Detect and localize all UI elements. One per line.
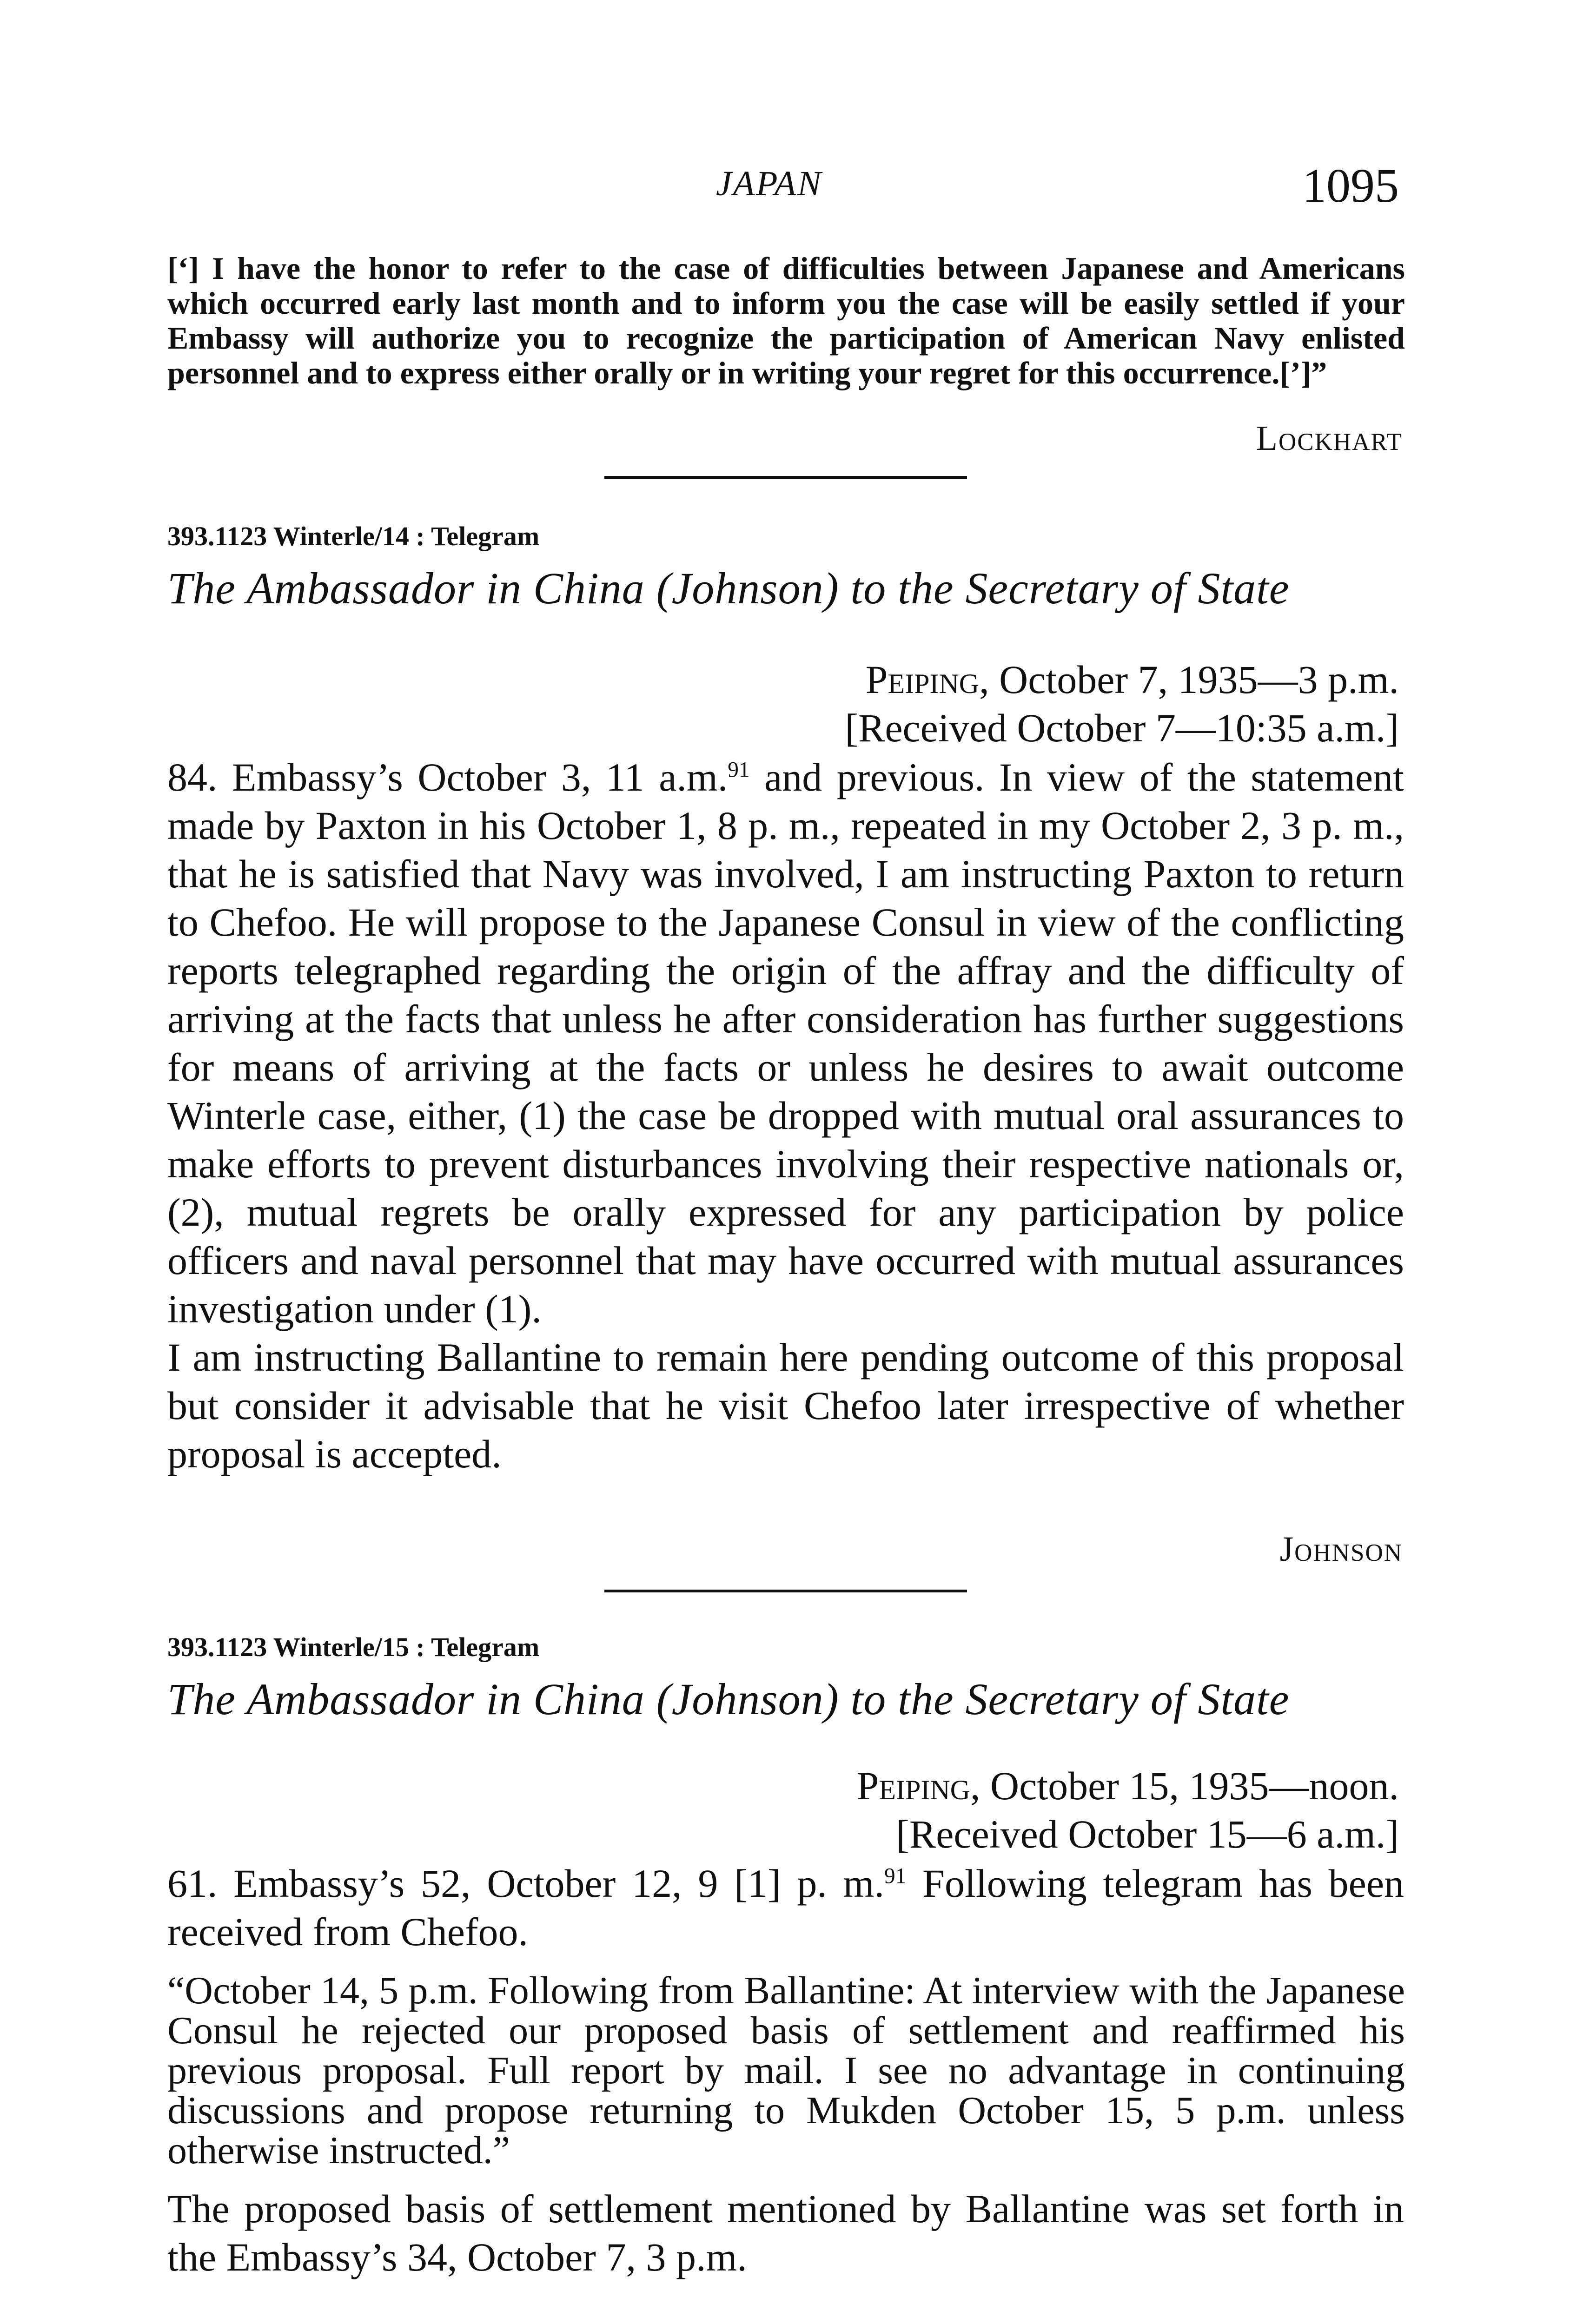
dateline-place: Peiping, (865, 657, 989, 702)
paragraph: I am instructing Ballantine to remain here pending outcome of this proposal but consider it advisable that he visit Chefoo later irrespective of whether proposal is accepted. (167, 1335, 1404, 1476)
paragraph-rest: Following telegram has been received from Chefoo. (167, 1861, 1404, 1954)
section-divider (604, 1590, 967, 1592)
dateline-date: October 15, 1935—noon. (990, 1763, 1399, 1808)
dateline (748, 1762, 1399, 1858)
document-title: The Ambassador in China (Johnson) to the Secretary of State (167, 563, 1290, 613)
paragraph-lead: 61. Embassy’s 52, October 12, 9 [1] p. m. (167, 1861, 885, 1906)
received-line: [Received October 15—6 a.m.] (896, 1812, 1399, 1856)
paragraph-lead: 84. Embassy’s October 3, 11 a.m. (167, 755, 728, 799)
page-number: 1095 (1302, 159, 1399, 212)
signature-lockhart: Lockhart (1256, 419, 1403, 458)
telegram-body (167, 753, 1404, 1478)
paragraph (167, 1859, 1404, 1956)
signature-johnson: Johnson (1279, 1530, 1403, 1569)
quoted-telegram: “October 14, 5 p.m. Following from Ballantine: At interview with the Japanese Consul he rejected our proposed basis of settlement and reaffirmed his previous proposal. Full report by mail. I see no advantage in continuing discussions and propose returning to Mukden October 15, 5 p.m. unless otherwise instructed.” (167, 1969, 1405, 2172)
file-reference: 393.1123 Winterle/15 : Telegram (167, 1632, 540, 1662)
paragraph (167, 753, 1404, 1333)
paragraph-rest: and previous. In view of the statement made by Paxton in his October 1, 8 p. m., repeated in my October 2, 3 p. m., that he is satisfied that Navy was involved, I am instructing Paxton to return to Chefoo. He will propose to the Japanese Consul in view of the conflicting reports telegraphed regarding the origin of the affray and the difficulty of arriving at the facts that unless he after consideration has further suggestions for means of arriving at the facts or unless he desires to await outcome Winterle case, either, (1) the case be dropped with mutual oral assurances to make efforts to prevent disturbances involving their respective nationals or, (2), mutual regrets be orally expressed for any participation by police officers and naval personnel that may have occurred with mutual assurances investigation under (1). (167, 755, 1404, 1331)
section-divider (604, 476, 967, 479)
footnote-ref: 91 (884, 1864, 907, 1888)
dateline-place: Peiping, (856, 1763, 980, 1808)
file-reference: 393.1123 Winterle/14 : Telegram (167, 521, 540, 551)
dateline (748, 655, 1399, 752)
footnote-ref: 91 (728, 758, 750, 782)
telegram-body (167, 1859, 1404, 1956)
running-title: JAPAN (716, 164, 822, 203)
closing-paragraph: The proposed basis of settlement mentioned by Ballantine was set forth in the Embassy’s 34, October 7, 3 p.m. (167, 2186, 1404, 2279)
received-line: [Received October 7—10:35 a.m.] (845, 706, 1399, 750)
dateline-date: October 7, 1935—3 p.m. (999, 657, 1399, 702)
top-quote: [‘] I have the honor to refer to the case of difficulties between Japanese and Americans which occurred early last month and to inform you the case will be easily settled if your Embassy will authorize you to recognize the participation of American Navy enlisted personnel and to express either orally or in writing your regret for this occurrence.[’]” (167, 251, 1405, 390)
document-title: The Ambassador in China (Johnson) to the Secretary of State (167, 1674, 1290, 1724)
